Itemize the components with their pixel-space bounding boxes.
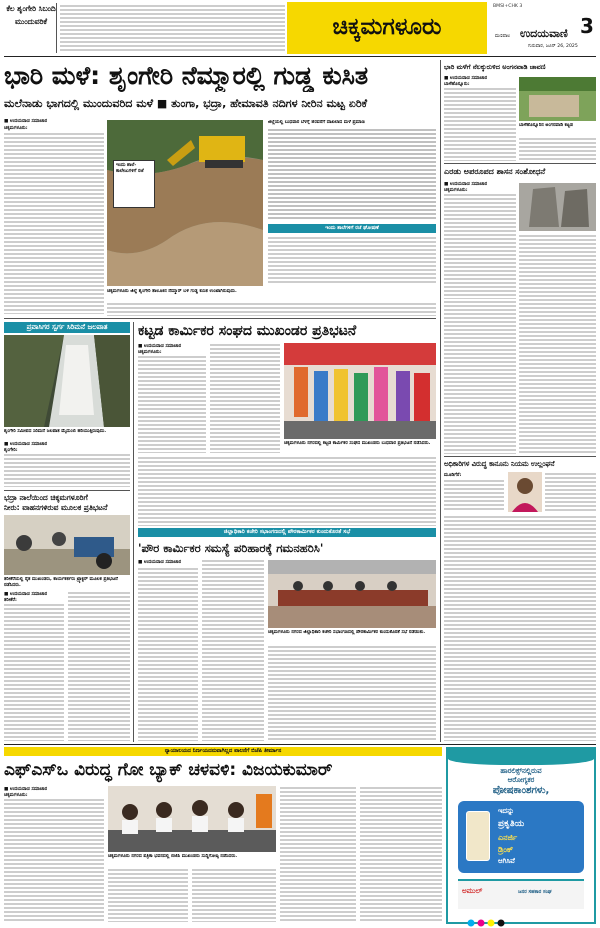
- meeting-body: [138, 567, 198, 741]
- bhadra-body: [4, 603, 64, 741]
- bhadra-caption: ತರೀಕೆರೆಯಲ್ಲಿ ರೈತ ಮುಖಂಡರು, ಕಾರ್ಯಕರ್ತರು ಟ್ರ್ಯಾಕ್ಟರ್ ಮೂಲಕ ಪ್ರತಿಭಟನೆ ನಡೆಸಿದರು.: [4, 577, 118, 588]
- protest-crowd-image: [284, 343, 436, 439]
- ad-line5: ಪ್ರಕೃತಿಯ: [498, 819, 525, 829]
- lead-subhead: ಮಲೆನಾಡು ಭಾಗದಲ್ಲಿ ಮುಂದುವರಿದ ಮಳೆ ■ ತುಂಗಾ, ಭದ್ರಾ, ಹೇಮಾವತಿ ನದಿಗಳ ನೀರಿನ ಮಟ್ಟ ಏರಿಕೆ: [4, 97, 368, 110]
- lead-text-left: [4, 118, 104, 314]
- lead-dateline: ಚಿಕ್ಕಮಗಳೂರು:: [4, 126, 28, 131]
- lead-byline: ■ ಉದಯವಾಣಿ ಸಮಾಚಾರ: [4, 119, 48, 124]
- right-h2-photo: [519, 183, 596, 231]
- meeting-text-left: [138, 559, 264, 741]
- right-h1-body-2: [519, 137, 596, 161]
- workers-headline: ಕಟ್ಟಡ ಕಾರ್ಮಿಕರ ಸಂಘದ ಮುಖಂಡರ ಪ್ರತಿಭಟನೆ: [138, 323, 357, 339]
- bottom-body-5: [360, 786, 442, 922]
- workers-text-left: [138, 343, 280, 453]
- lead-bottom-rule: [4, 318, 436, 319]
- bhadra-body-2: [68, 591, 130, 741]
- holiday-body: [268, 236, 436, 284]
- ad-line4: ಇದನ್ನು: [498, 807, 515, 815]
- cmyk-marks-icon: [466, 918, 526, 928]
- lead-photo-caption: ಚಿಕ್ಕಮಗಳೂರು ಜಿಲ್ಲೆ ಶೃಂಗೇರಿ ತಾಲೂಕಿನ ನೆಮ್ಮಾರ್ ಬಳಿ ಗುಡ್ಡ ಕುಸಿತ ಉಂಟಾಗಿರುವುದು.: [107, 289, 237, 294]
- right-h1-caption: ಬಾಳೆಹೊನ್ನೂರಿನ ಅಂಗನವಾಡಿ ಕಟ್ಟಡ: [519, 123, 573, 128]
- right-h2: ಎರಡು ಅಪರೂಪದ ಶಾಸನ ಸಂಶೋಧನೆ: [444, 167, 546, 176]
- workers-photo: [284, 343, 436, 439]
- waterfall-byline: ■ ಉದಯವಾಣಿ ಸಮಾಚಾರ: [4, 442, 48, 447]
- ad-line8: ಆಗಿಸಿವೆ: [498, 857, 515, 865]
- right-h1-body: [444, 87, 516, 161]
- portrait-image: [508, 472, 542, 512]
- masthead-briefs: [60, 4, 285, 52]
- right-h3: ಅಧಿಕಾರಿಗಳ ವಿರುದ್ಧ ಕಾನೂನು ನಿಯಮ ಉಲ್ಲಂಘನೆ: [444, 460, 555, 468]
- waterfall-caption: ಶೃಂಗೇರಿ ಸಮೀಪದ ಸಿರಿಮನೆ ಜಲಪಾತ ಮೈದುಂಬಿ ಹರಿಯುತ್ತಿರುವುದು.: [4, 429, 107, 434]
- lead-photo: [107, 120, 263, 286]
- lead-body-left: [4, 132, 104, 314]
- bottom-dateline: ಚಿಕ್ಕಮಗಳೂರು:: [4, 793, 28, 798]
- bhadra-photo: [4, 515, 130, 575]
- right-col-rule: [440, 60, 441, 742]
- workers-strip-text: ಜಿಲ್ಲಾಧಿಕಾರಿ ಕಚೇರಿ ಸಭಾಂಗಣದಲ್ಲಿ ಪೌರಕಾರ್ಮಿಕರ ಕುಂದುಕೊರತೆ ಸಭೆ: [223, 529, 351, 535]
- page-title: ಚಿಕ್ಕಮಗಳೂರು: [332, 14, 442, 40]
- workers-strip: [138, 528, 436, 537]
- bottom-byline: ■ ಉದಯವಾಣಿ ಸಮಾಚಾರ: [4, 787, 48, 792]
- right-h3-body-3: [444, 515, 596, 741]
- issue-date: ಗುರುವಾರ, ಜೂನ್ 26, 2025: [528, 44, 578, 49]
- bottom-body: [4, 798, 104, 922]
- protest-tractor-image: [4, 515, 130, 575]
- right-h1-photo: [519, 77, 596, 121]
- bottom-body-2: [108, 868, 188, 922]
- right-h2-rule: [444, 163, 596, 164]
- inscription-stone-image: [519, 183, 596, 231]
- masthead-divider: [56, 3, 57, 53]
- bhadra-dateline: ತರೀಕೆರೆ:: [4, 598, 17, 603]
- right-h2-text: [444, 181, 516, 299]
- holiday-title-bar: [268, 224, 436, 233]
- bottom-headline: ಎಫ್‌ಎಸ್‌ಒ ವಿರುದ್ಧ ಗೋ ಬ್ಯಾಕ್ ಚಳವಳಿ: ವಿಜಯಕುಮಾರ್: [4, 760, 333, 780]
- masthead-side-title: [6, 2, 56, 54]
- waterfall-photo: [4, 335, 130, 427]
- workers-subhead: 'ಪೌರ ಕಾರ್ಮಿಕರ ಸಮಸ್ಯೆ ಪರಿಹಾರಕ್ಕೆ ಗಮನಹರಿಸಿ': [138, 541, 324, 555]
- bhadra-headline-2: ನೀರು: ವಾಹನಗಳಿರುವ ಮೂಲಕ ಪ್ರತಿಭಟನೆ: [4, 503, 108, 512]
- lead-rainfall-block: [268, 120, 436, 220]
- lead-body-bottom: [107, 302, 436, 316]
- bottom-caption: ಚಿಕ್ಕಮಗಳೂರು ನಗರದ ಪತ್ರಿಕಾ ಭವನದಲ್ಲಿ ಬಿಜೆಪಿ ಮುಖಂಡರು ಸುದ್ದಿಗೋಷ್ಠಿ ನಡೆಸಿದರು.: [108, 854, 238, 859]
- waterfall-body: [4, 453, 130, 487]
- bottom-top-rule: [4, 744, 596, 745]
- right-h3-body-2: [545, 472, 596, 512]
- right-h3-dateline: ಮೂಡಿಗೆರೆ:: [444, 473, 462, 478]
- masthead: [0, 0, 600, 56]
- waterfall-banner: [4, 322, 130, 333]
- waterfall-banner-text: ಪ್ರವಾಸಿಗರ ಸ್ವರ್ಗ ಸಿರಿಮನೆ ಜಲಪಾತ: [26, 323, 108, 331]
- bhadra-byline: ■ ಉದಯವಾಣಿ ಸಮಾಚಾರ: [4, 592, 48, 597]
- workers-body-2: [210, 343, 280, 453]
- ad-wave: [448, 749, 594, 765]
- masthead-bottom-rule: [4, 56, 596, 57]
- workers-byline: ■ ಉದಯವಾಣಿ ಸಮಾಚಾರ: [138, 344, 182, 349]
- ad-line1: ಹಾರಲಿಕ್ಸ್‌ನಲ್ಲಿರುವ: [500, 767, 542, 775]
- registration-marks: [466, 913, 526, 923]
- holiday-box: [268, 224, 436, 284]
- ad-product-box: [458, 801, 584, 873]
- right-h3-body: [444, 479, 504, 512]
- right-h2-body-3: [444, 300, 516, 454]
- bottom-body-3: [192, 868, 276, 922]
- right-h1-byline: ■ ಉದಯವಾಣಿ ಸಮಾಚಾರ: [444, 76, 488, 81]
- bottom-body-4: [280, 786, 356, 922]
- paper-name: ಉದಯವಾಣಿ: [520, 27, 568, 40]
- waterfall-dateline: ಶೃಂಗೇರಿ:: [4, 448, 18, 453]
- bhadra-top-rule: [4, 490, 130, 491]
- press-meet-image: [108, 786, 276, 852]
- ad-line6: ಎನರ್ಜಿ: [498, 833, 518, 842]
- workers-caption: ಚಿಕ್ಕಮಗಳೂರು ನಗರದಲ್ಲಿ ಕಟ್ಟಡ ಕಾರ್ಮಿಕರ ಸಂಘದ ಮುಖಂಡರು ಬುಧವಾರ ಪ್ರತಿಭಟನೆ ನಡೆಸಿದರು.: [284, 441, 431, 446]
- right-h2-byline: ■ ಉದಯವಾಣಿ ಸಮಾಚಾರ: [444, 182, 488, 187]
- right-h3-rule: [444, 456, 596, 457]
- workers-col-rule: [133, 322, 134, 742]
- waterfall-text: [4, 441, 130, 487]
- right-h3-photo: [508, 472, 542, 512]
- waterfall-image: [4, 335, 130, 427]
- lead-photo-badge-text: ಇಂದು ಶಾಲೆ-ಕಾಲೇಜುಗಳಿಗೆ ರಜೆ: [116, 163, 144, 174]
- bhadra-text: [4, 591, 130, 741]
- meeting-byline: ■ ಉದಯವಾಣಿ ಸಮಾಚಾರ: [138, 560, 182, 565]
- right-h2-body: [444, 193, 516, 299]
- bottom-photo: [108, 786, 276, 852]
- workers-dateline: ಚಿಕ್ಕಮಗಳೂರು:: [138, 350, 162, 355]
- right-h3-text: [444, 472, 504, 512]
- ad-line3: ಪೋಷಕಾಂಶಗಳು,: [492, 785, 550, 796]
- right-h1-dateline: ಬಾಳೆಹೊನ್ನೂರು:: [444, 82, 470, 87]
- bhadra-headline-1: ಭದ್ರಾ ನಾಲೆಯಿಂದ ಚಿಕ್ಕಮಗಳೂರಿಗೆ: [4, 493, 88, 502]
- page-number: 3: [580, 14, 594, 38]
- ad-line7: ಡ್ರಿಂಕ್: [498, 845, 514, 854]
- meeting-hall-image: [268, 560, 436, 628]
- meeting-photo: [268, 560, 436, 628]
- lead-rainfall-title: ಜಿಲ್ಲೆಯಲ್ಲಿ ಬುಧವಾರ ಬೆಳಗ್ಗೆ 8ರವರೆಗೆ ದಾಖಲಾದ ಮಳೆ ಪ್ರಮಾಣ: [268, 120, 365, 125]
- ad-footer: ಜನರ ಸಹಕಾರ ಸಂಘ: [518, 889, 552, 895]
- meeting-caption: ಚಿಕ್ಕಮಗಳೂರು ನಗರದ ಜಿಲ್ಲಾಧಿಕಾರಿ ಕಚೇರಿ ಸಭಾಂಗಣದಲ್ಲಿ ಪೌರಕಾರ್ಮಿಕರ ಕುಂದುಕೊರತೆ ಸಭೆ ನಡೆಯಿತು.: [268, 630, 426, 635]
- meeting-body-2: [202, 559, 264, 741]
- anganwadi-image: [519, 77, 596, 121]
- right-h1: ಭಾರಿ ಮಳೆಗೆ ನೆಲಕ್ಕುರುಳಿದ ಅಂಗನವಾಡಿ ಚಾವಣಿ: [444, 63, 546, 71]
- ad-line2: ಆರೋಗ್ಯಕರ: [507, 776, 535, 784]
- workers-body-3: [138, 456, 436, 526]
- date-prefix: ಮಣಿಪಾಲ: [495, 34, 511, 39]
- holiday-title: ಇಂದು ಶಾಲೆಗಳಿಗೆ ರಜೆ ಘೋಷಣೆ: [325, 225, 379, 231]
- page-code: BMSI+CHK 3: [493, 4, 523, 9]
- side-title-text: ಕೆಲ ಶೃಂಗೇರಿ ಸಿಬಂದಿ ಮುಂದುವರಿಕೆ: [6, 4, 56, 26]
- ad-box[interactable]: [446, 747, 596, 924]
- right-h2-dateline: ಚಿಕ್ಕಮಗಳೂರು:: [444, 188, 468, 193]
- workers-body: [138, 355, 206, 453]
- right-h2-body-2: [519, 234, 596, 454]
- right-h1-text: [444, 75, 516, 161]
- ad-glass-icon: [466, 811, 490, 861]
- lead-photo-badge: [113, 160, 155, 208]
- page-title-box: [287, 2, 487, 54]
- lead-rainfall-body: [268, 128, 436, 220]
- ad-brand: ಅಮುಲ್: [462, 887, 483, 895]
- bottom-kicker-bar: [4, 747, 442, 756]
- meeting-body-3: [268, 645, 436, 741]
- lead-headline: ಭಾರಿ ಮಳೆ: ಶೃಂಗೇರಿ ನೆಮ್ಮಾರಲ್ಲಿ ಗುಡ್ಡ ಕುಸಿತ: [4, 61, 369, 90]
- bottom-text-left: [4, 786, 104, 922]
- bottom-kicker: ನ್ಯಾಯಾಲಯದ ನಿರ್ಣಯದನುವಾಗಿಲ್ಲದ ಪಾಲನೆಗೆ ಬಿಜೆಪಿ ತೀರ್ಮಾನ: [164, 748, 282, 754]
